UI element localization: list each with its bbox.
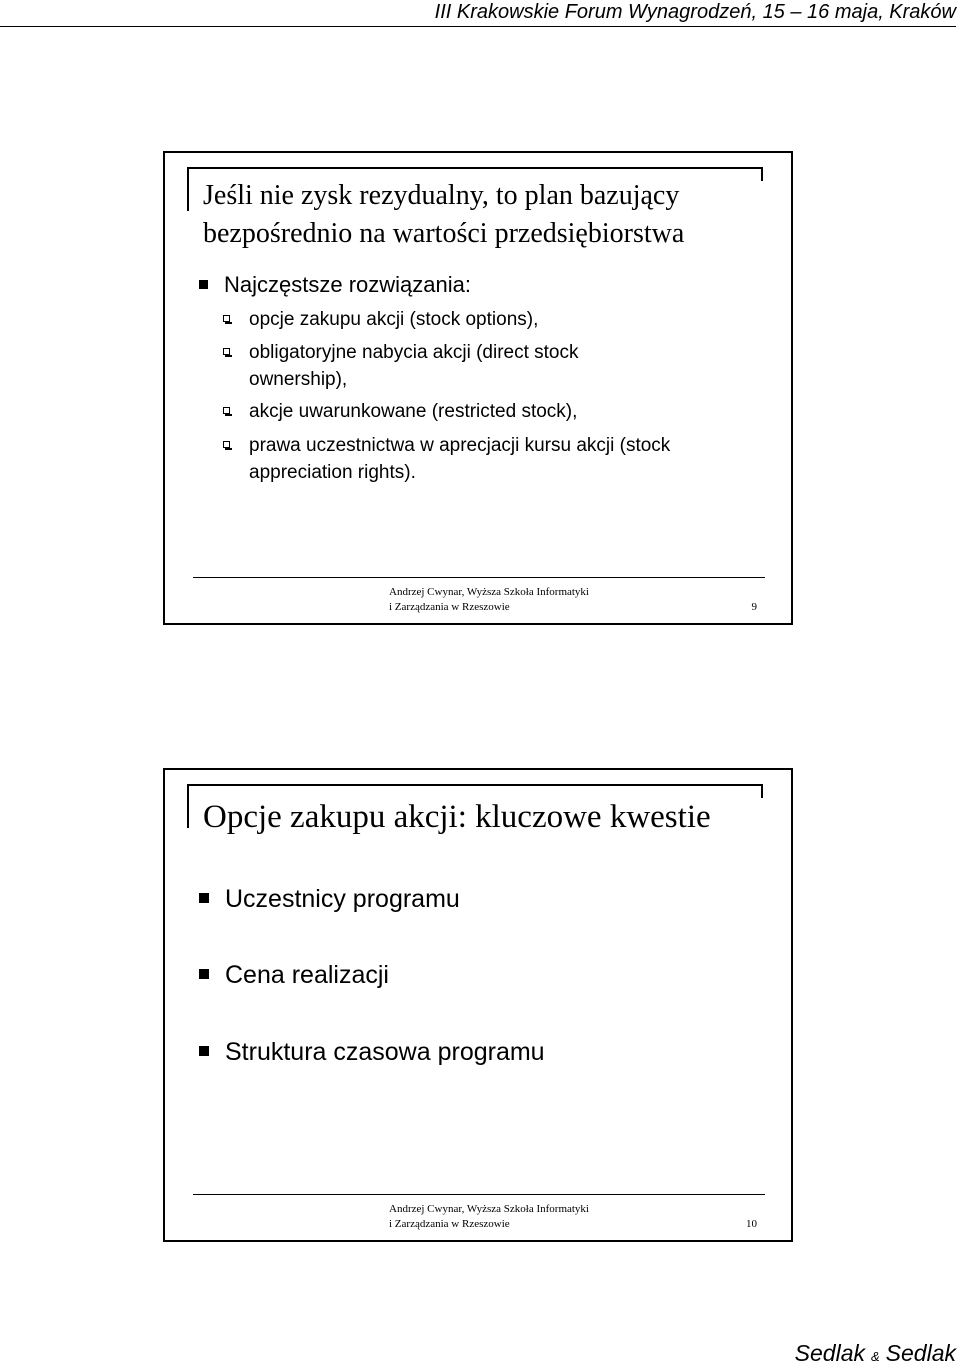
sub-item-text: prawa uczestnictwa w aprecjacji kursu akcji (stock appreciation rights).	[249, 435, 671, 483]
footer-line-2: i Zarządzania w Rzeszowie	[389, 601, 510, 613]
bullet-text: Cena realizacji	[225, 961, 389, 989]
footer-line-1: Andrzej Cwynar, Wyższa Szkoła Informatyki	[389, 586, 589, 598]
slide-page-number: 9	[751, 601, 757, 613]
slide-9	[163, 151, 793, 625]
hollow-square-bullet-icon	[223, 348, 230, 355]
slide-title	[203, 177, 783, 253]
bullet-text: Najczęstsze rozwiązania:	[224, 272, 471, 297]
slide-footer	[389, 585, 629, 615]
square-bullet-icon	[199, 969, 209, 979]
title-rule	[189, 167, 761, 169]
sub-item-text: akcje uwarunkowane (restricted stock),	[249, 401, 578, 422]
bullet-text: Struktura czasowa programu	[225, 1038, 545, 1066]
brand-right: Sedlak	[885, 1340, 956, 1366]
slide-page-number: 10	[746, 1218, 757, 1230]
sub-item	[223, 432, 763, 486]
square-bullet-icon	[199, 280, 208, 289]
sub-item	[223, 339, 763, 393]
sub-item	[223, 398, 763, 425]
hollow-square-bullet-icon	[223, 315, 230, 322]
header-text: III Krakowskie Forum Wynagrodzeń, 15 – 16 maja, Kraków	[434, 1, 956, 23]
square-bullet-icon	[199, 1046, 209, 1056]
footer-rule	[193, 577, 765, 578]
page-header	[0, 0, 956, 27]
footer-rule	[193, 1194, 765, 1195]
footer-line-2: i Zarządzania w Rzeszowie	[389, 1218, 510, 1230]
slide-title-line-1: Jeśli nie zysk rezydualny, to plan bazujący	[203, 180, 680, 211]
slide-footer	[389, 1202, 629, 1232]
slide-title-line-2: bezpośrednio na wartości przedsiębiorstwa	[203, 218, 685, 249]
sub-item-text: opcje zakupu akcji (stock options),	[249, 309, 539, 330]
slide-10	[163, 768, 793, 1242]
bullet-item	[199, 884, 460, 914]
brand-ampersand: &	[871, 1349, 880, 1364]
hollow-square-bullet-icon	[223, 407, 230, 414]
sub-item	[223, 306, 763, 333]
square-bullet-icon	[199, 893, 209, 903]
bullet-text: Uczestnicy programu	[225, 885, 460, 913]
hollow-square-bullet-icon	[223, 441, 230, 448]
brand-footer	[795, 1338, 956, 1372]
bullet-item	[199, 1037, 545, 1067]
sub-item-text: obligatoryjne nabycia akcji (direct stock ownership),	[249, 342, 579, 390]
bullet-item	[199, 960, 389, 990]
title-rule	[189, 784, 761, 786]
footer-line-1: Andrzej Cwynar, Wyższa Szkoła Informatyki	[389, 1203, 589, 1215]
slide-title: Opcje zakupu akcji: kluczowe kwestie	[203, 799, 711, 835]
bullet-item	[199, 272, 471, 298]
brand-left: Sedlak	[794, 1340, 865, 1366]
